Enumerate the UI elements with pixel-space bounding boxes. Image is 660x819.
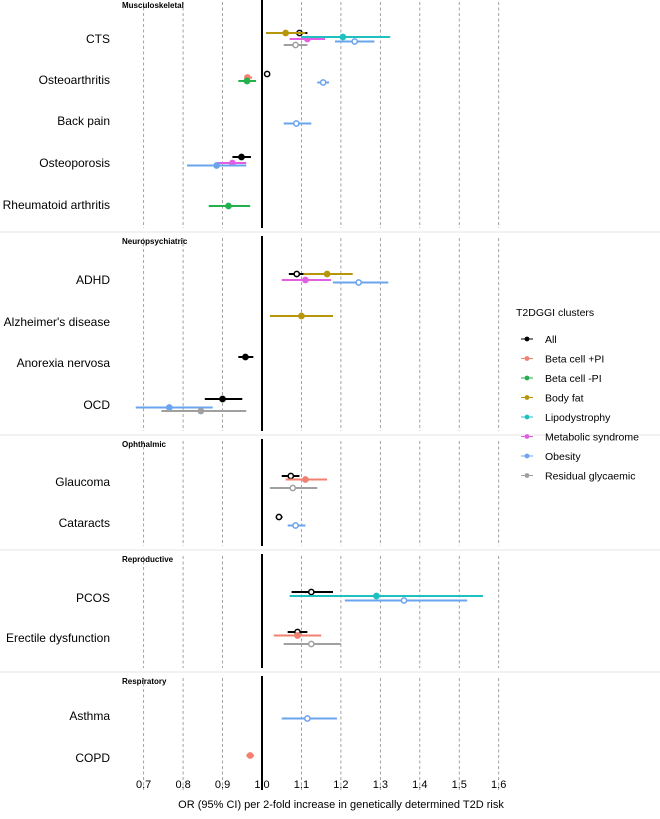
x-tick-label-1-4: 1.4 xyxy=(412,779,428,791)
estimate-point-osteoporosis-obesity xyxy=(214,163,219,168)
legend-key-residual-glycaemic xyxy=(525,473,530,478)
row-label-osteoporosis: Osteoporosis xyxy=(39,156,110,170)
row-label-cataracts: Cataracts xyxy=(58,516,110,530)
estimate-point-cts-lipodystrophy xyxy=(340,34,345,39)
legend-label-body-fat: Body fat xyxy=(545,392,584,405)
x-tick-label-1-5: 1.5 xyxy=(451,779,467,791)
estimate-point-adhd-obesity xyxy=(356,280,361,285)
estimate-point-rheumatoid-arthritis-beta-cell-pi xyxy=(226,203,231,208)
estimate-point-anorexia-nervosa-all xyxy=(243,354,248,359)
x-tick-label-0-7: 0.7 xyxy=(136,779,152,791)
legend-label-residual-glycaemic: Residual glycaemic xyxy=(545,470,636,483)
panel-title-respiratory: Respiratory xyxy=(122,677,167,686)
x-tick-label-1-1: 1.1 xyxy=(293,779,310,791)
estimate-point-ocd-obesity xyxy=(167,405,172,410)
row-label-cts: CTS xyxy=(86,32,110,46)
legend-key-body-fat xyxy=(525,395,530,400)
legend-label-all: All xyxy=(545,334,557,346)
estimate-point-ocd-residual-glycaemic xyxy=(198,408,203,413)
legend-key-beta-cell-pi xyxy=(525,376,530,381)
row-label-osteoarthritis: Osteoarthritis xyxy=(38,73,110,87)
estimate-point-osteoarthritis-beta-cell-pi xyxy=(244,78,249,83)
estimate-point-glaucoma-all xyxy=(288,473,293,478)
estimate-point-glaucoma-residual-glycaemic xyxy=(290,485,295,490)
legend-label-beta-cell-pi: Beta cell -PI xyxy=(545,373,602,385)
x-tick-label-1-0: 1.0 xyxy=(254,779,270,791)
legend-label-obesity: Obesity xyxy=(545,451,581,463)
legend-title: T2DGGI clusters xyxy=(516,307,595,319)
row-label-rheumatoid-arthritis: Rheumatoid arthritis xyxy=(2,198,110,212)
panel-title-reproductive: Reproductive xyxy=(122,555,174,564)
row-label-alzheimer-s-disease: Alzheimer's disease xyxy=(3,315,110,329)
estimate-point-pcos-all xyxy=(309,589,314,594)
legend-key-metabolic-syndrome xyxy=(525,434,530,439)
legend-key-obesity xyxy=(525,454,530,459)
estimate-point-back-pain-obesity xyxy=(294,121,299,126)
row-label-asthma: Asthma xyxy=(69,709,110,723)
estimate-point-erectile-dysfunction-residual-glycaemic xyxy=(309,641,314,646)
estimate-point-cataracts-all xyxy=(276,514,281,519)
x-tick-label-1-6: 1.6 xyxy=(491,779,507,791)
x-tick-label-0-8: 0.8 xyxy=(175,779,191,791)
estimate-point-osteoporosis-all xyxy=(239,154,244,159)
estimate-point-osteoarthritis-all xyxy=(265,71,270,76)
legend-label-lipodystrophy: Lipodystrophy xyxy=(545,412,611,424)
estimate-point-copd-beta-cell-pi xyxy=(248,753,253,758)
row-label-back-pain: Back pain xyxy=(57,114,110,128)
estimate-point-glaucoma-beta-cell-pi xyxy=(303,477,308,482)
row-label-anorexia-nervosa: Anorexia nervosa xyxy=(16,356,110,370)
estimate-point-cts-obesity xyxy=(352,39,357,44)
estimate-point-alzheimer-s-disease-body-fat xyxy=(299,313,304,318)
estimate-point-erectile-dysfunction-beta-cell-pi xyxy=(295,633,300,638)
estimate-point-ocd-all xyxy=(220,396,225,401)
panel-title-ophthalmic: Ophthalmic xyxy=(122,440,167,449)
legend-key-lipodystrophy xyxy=(525,415,530,420)
row-label-adhd: ADHD xyxy=(75,273,110,287)
row-label-erectile-dysfunction: Erectile dysfunction xyxy=(5,631,110,645)
estimate-point-adhd-all xyxy=(294,271,299,276)
estimate-point-pcos-lipodystrophy xyxy=(374,593,379,598)
legend-label-metabolic-syndrome: Metabolic syndrome xyxy=(545,431,639,444)
estimate-point-adhd-body-fat xyxy=(324,271,329,276)
row-label-ocd: OCD xyxy=(83,398,110,412)
row-label-glaucoma: Glaucoma xyxy=(55,475,110,489)
x-tick-label-0-9: 0.9 xyxy=(214,779,231,791)
panel-title-neuropsychiatric: Neuropsychiatric xyxy=(122,237,188,246)
legend-label-beta-cell-pi: Beta cell +PI xyxy=(545,353,605,366)
x-tick-label-1-3: 1.3 xyxy=(372,779,388,791)
estimate-point-adhd-metabolic-syndrome xyxy=(303,277,308,282)
estimate-point-cts-residual-glycaemic xyxy=(293,42,298,47)
legend-key-beta-cell-pi xyxy=(525,356,530,361)
x-axis-title: OR (95% CI) per 2-fold increase in genetically determined T2D risk xyxy=(178,799,504,811)
x-tick-label-1-2: 1.2 xyxy=(333,779,349,791)
row-label-copd: COPD xyxy=(75,751,110,765)
legend-key-all xyxy=(525,337,530,342)
panel-title-musculoskeletal: Musculoskeletal xyxy=(122,1,184,10)
row-label-pcos: PCOS xyxy=(75,591,110,605)
estimate-point-cataracts-obesity xyxy=(293,523,298,528)
estimate-point-cts-body-fat xyxy=(283,30,288,35)
estimate-point-asthma-obesity xyxy=(305,716,310,721)
estimate-point-pcos-obesity xyxy=(401,598,406,603)
estimate-point-osteoarthritis-obesity xyxy=(321,80,326,85)
